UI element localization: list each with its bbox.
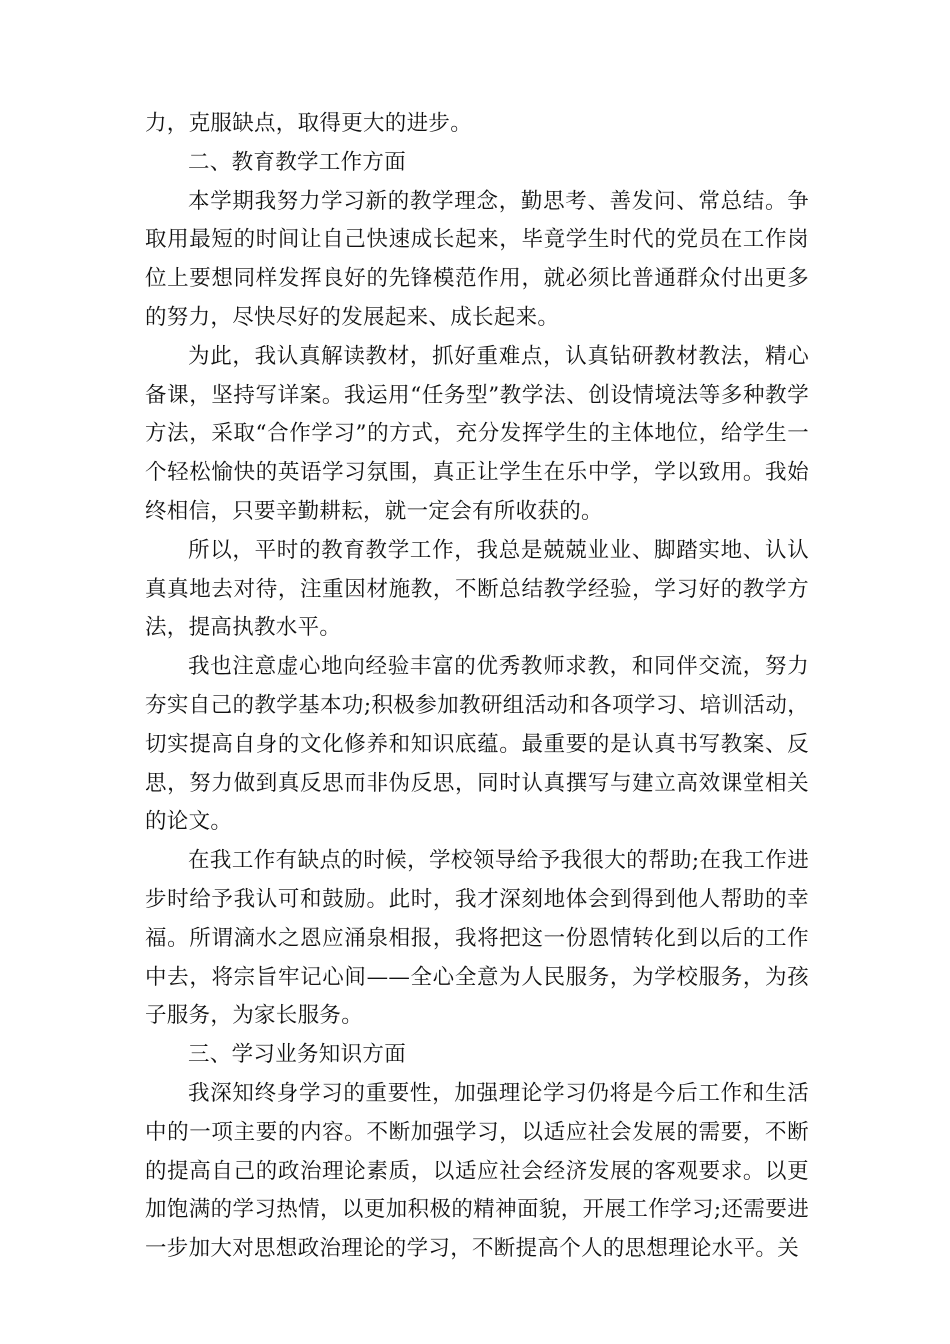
paragraph-study-1: 我深知终身学习的重要性，加强理论学习仍将是今后工作和生活中的一项主要的内容。不断加强学习，以适应社会发展的需要，不断的提高自己的政治理论素质，以适应社会经济发展的客观要求。以更加饱满的学习热情，以更加积极的精神面貌，开展工作学习;还需要进一步加大对思想政治理论的学习，不断提高个人的思想理论水平。关	[145, 1080, 809, 1262]
paragraph-teaching-4: 我也注意虚心地向经验丰富的优秀教师求教，和同伴交流，努力夯实自己的教学基本功;积极参加教研组活动和各项学习、培训活动，切实提高自身的文化修养和知识底蕴。最重要的是认真书写教案、反思，努力做到真反思而非伪反思，同时认真撰写与建立高效课堂相关的论文。	[145, 654, 809, 835]
document-page	[145, 105, 809, 1269]
paragraph-teaching-1: 本学期我努力学习新的教学理念，勤思考、善发问、常总结。争取用最短的时间让自己快速成长起来，毕竟学生时代的党员在工作岗位上要想同样发挥良好的先锋模范作用，就必须比普通群众付出更多的努力，尽快尽好的发展起来、成长起来。	[145, 188, 809, 330]
paragraph-teaching-2: 为此，我认真解读教材，抓好重难点，认真钻研教材教法，精心备课，坚持写详案。我运用“任务型”教学法、创设情境法等多种教学方法，采取“合作学习”的方式，充分发挥学生的主体地位，给学生一个轻松愉快的英语学习氛围，真正让学生在乐中学，学以致用。我始终相信，只要辛勤耕耘，就一定会有所收获的。	[145, 343, 809, 524]
paragraph-teaching-3: 所以，平时的教育教学工作，我总是兢兢业业、脚踏实地、认认真真地去对待，注重因材施教，不断总结教学经验，学习好的教学方法，提高执教水平。	[145, 537, 809, 641]
section-heading-teaching: 二、教育教学工作方面	[188, 149, 407, 175]
section-heading-study: 三、学习业务知识方面	[188, 1042, 407, 1068]
paragraph-continuation: 力，克服缺点，取得更大的进步。	[145, 111, 473, 136]
paragraph-teaching-5: 在我工作有缺点的时候，学校领导给予我很大的帮助;在我工作进步时给予我认可和鼓励。此时，我才深刻地体会到得到他人帮助的幸福。所谓滴水之恩应涌泉相报，我将把这一份恩情转化到以后的工作中去，将宗旨牢记心间——全心全意为人民服务，为学校服务，为孩子服务，为家长服务。	[145, 848, 809, 1029]
